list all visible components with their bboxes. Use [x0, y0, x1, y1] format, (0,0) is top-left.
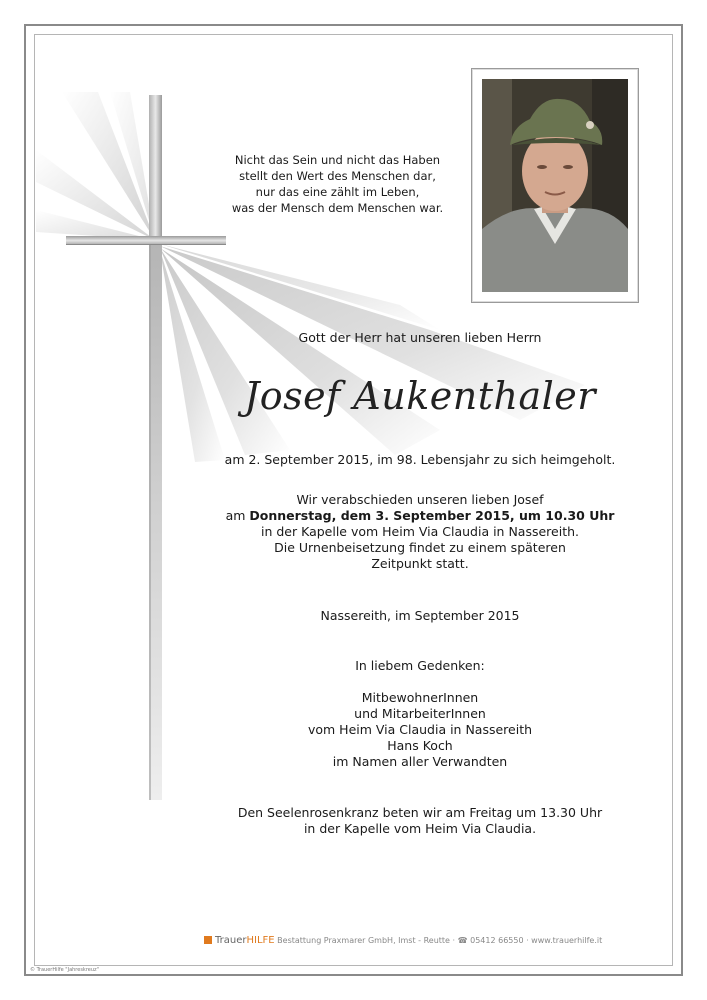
footer	[204, 935, 602, 946]
footer-text: Bestattung Praxmarer GmbH, Imst - Reutte · ☎ 05412 66550 · www.trauerhilfe.it	[277, 936, 603, 945]
mourners-list	[200, 690, 640, 770]
place-date: Nassereith, im September 2015	[320, 608, 520, 623]
mourner-line: MitbewohnerInnen	[361, 690, 479, 705]
rosary-line: Den Seelenrosenkranz beten wir am Freitag um 13.30 Uhr	[237, 805, 603, 820]
intro-line: Gott der Herr hat unseren lieben Herrn	[298, 330, 542, 345]
deceased-name: Josef Aukenthaler	[244, 374, 596, 418]
copyright: © TrauerHilfe "Jahreskreuz"	[30, 967, 99, 973]
ceremony-date: Donnerstag, dem 3. September 2015, um 10.30 Uhr	[249, 508, 615, 523]
mourner-line: vom Heim Via Claudia in Nassereith	[307, 722, 533, 737]
portrait-photo	[482, 79, 628, 292]
memorial-poem	[200, 152, 475, 216]
ceremony-line: Wir verabschieden unseren lieben Josef	[296, 492, 544, 507]
mourner-line: im Namen aller Verwandten	[332, 754, 508, 769]
ceremony-line: Die Urnenbeisetzung findet zu einem späteren	[274, 540, 566, 555]
mourning-title: In liebem Gedenken:	[355, 658, 485, 673]
footer-brand-b: HILFE	[246, 935, 275, 946]
death-line: am 2. September 2015, im 98. Lebensjahr zu sich heimgeholt.	[224, 452, 616, 467]
mourner-line: Hans Koch	[387, 738, 453, 753]
poem-line: was der Mensch dem Menschen war.	[231, 201, 444, 215]
ceremony-date-line	[200, 508, 640, 524]
rosary-notice	[200, 805, 640, 837]
ceremony-prefix: am	[225, 508, 250, 523]
poem-line: nur das eine zählt im Leben,	[255, 185, 420, 199]
portrait-frame	[471, 68, 639, 303]
footer-brand-a: Trauer	[215, 935, 247, 946]
ceremony-block	[200, 492, 640, 572]
poem-line: Nicht das Sein und nicht das Haben	[234, 153, 441, 167]
ceremony-line: Zeitpunkt statt.	[371, 556, 469, 571]
rosary-line: in der Kapelle vom Heim Via Claudia.	[303, 821, 537, 836]
poem-line: stellt den Wert des Menschen dar,	[239, 169, 436, 183]
mourner-line: und MitarbeiterInnen	[354, 706, 486, 721]
ceremony-line: in der Kapelle vom Heim Via Claudia in Nassereith.	[260, 524, 579, 539]
trauerhilfe-logo-icon	[204, 936, 212, 944]
